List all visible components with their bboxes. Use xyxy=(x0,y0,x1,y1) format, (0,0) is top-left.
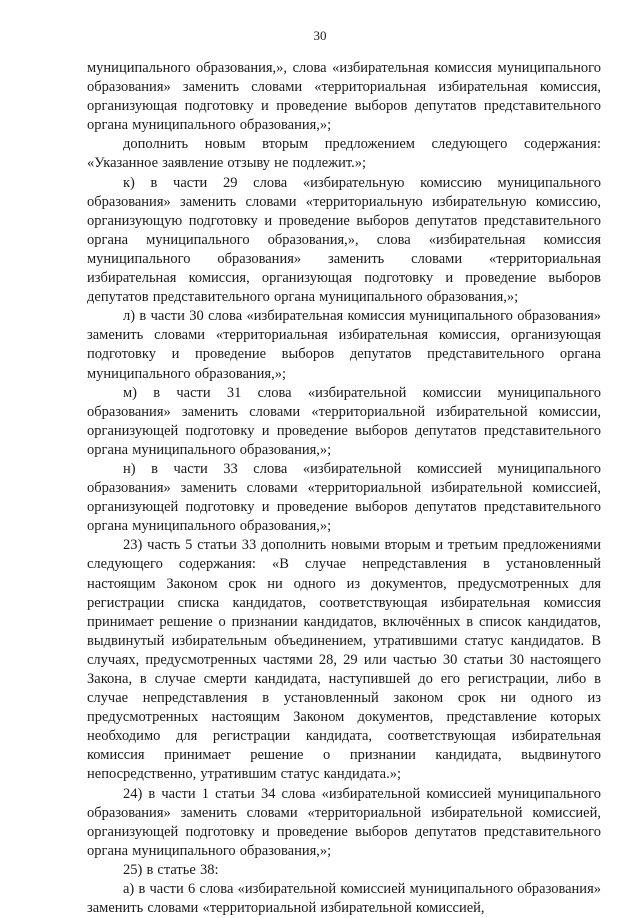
paragraph-item-l: л) в части 30 слова «избирательная комиссия муниципального образования» заменить словами «территориальная избирательная комиссия, организующая подготовку и проведение выборов депутатов представительного органа муниципального образования,»; xyxy=(87,308,601,382)
page-number: 30 xyxy=(313,28,327,43)
paragraph-continuation: муниципального образования,», слова «избирательная комиссия муниципального образования» заменить словами «территориальная избирательная комиссия, организующая подготовку и проведение выборов депутатов представительного органа муниципального образования,»; xyxy=(87,60,601,134)
paragraph-item-n: н) в части 33 слова «избирательной комиссией муниципального образования» заменить словами «территориальной избирательной комиссией, организующей подготовку и проведение выборов депутатов представительного органа муниципального образования,»; xyxy=(87,460,601,535)
paragraph-item-m: м) в части 31 слова «избирательной комиссии муниципального образования» заменить словами «территориальной избирательной комиссии, организующей подготовку и проведение выборов депутатов представительного органа муниципального образования,»; xyxy=(87,384,601,458)
paragraph-item-25: 25) в статье 38: xyxy=(123,861,219,878)
paragraph-item-24: 24) в части 1 статьи 34 слова «избирательной комиссией муниципального образования» заменить словами «территориальной избирательной комиссией, организующей подготовку и проведение выборов депутатов представительного органа муниципального образования,»; xyxy=(87,785,601,859)
paragraph-item-k: к) в части 29 слова «избирательную комиссию муниципального образования» заменить словами «территориальную избирательную комиссию, организующую подготовку и проведение выборов депутатов представительного органа муниципального образования,», слова «избирательная комиссия муниципального образования» заменить словами «территориальная избирательная комиссия, организующая подготовку и проведение выборов депутатов представительного органа муниципального образования,»; xyxy=(87,174,601,306)
paragraph-item-25a: а) в части 6 слова «избирательной комиссией муниципального образования» заменить словами «территориальной избирательной комиссией, xyxy=(87,881,601,917)
document-body xyxy=(87,59,601,918)
paragraph-add-sentence: дополнить новым вторым предложением следующего содержания: «Указанное заявление отзыву не подлежит.»; xyxy=(87,136,601,172)
paragraph-item-23: 23) часть 5 статьи 33 дополнить новыми вторым и третьим предложениями следующего содержания: «В случае непредставления в установленный настоящим Законом срок ни одного из документов, предусмотренных для регистрации списка кандидатов, соответствующая избирательная комиссия принимает решение о признании кандидатов, включённых в список кандидатов, выдвинутый избирательным объединением, утратившими статус кандидатов. В случаях, предусмотренных частями 28, 29 или частью 30 статьи 30 настоящего Закона, в случае смерти кандидата, наступившей до его регистрации, либо в случае непредставления в установленный законом срок ни одного из предусмотренных настоящим Законом документов, представление которых необходимо для регистрации кандидата, соответствующая избирательная комиссия принимает решение о признании кандидата, выдвинутого непосредственно, утратившим статус кандидата.»; xyxy=(87,537,601,783)
